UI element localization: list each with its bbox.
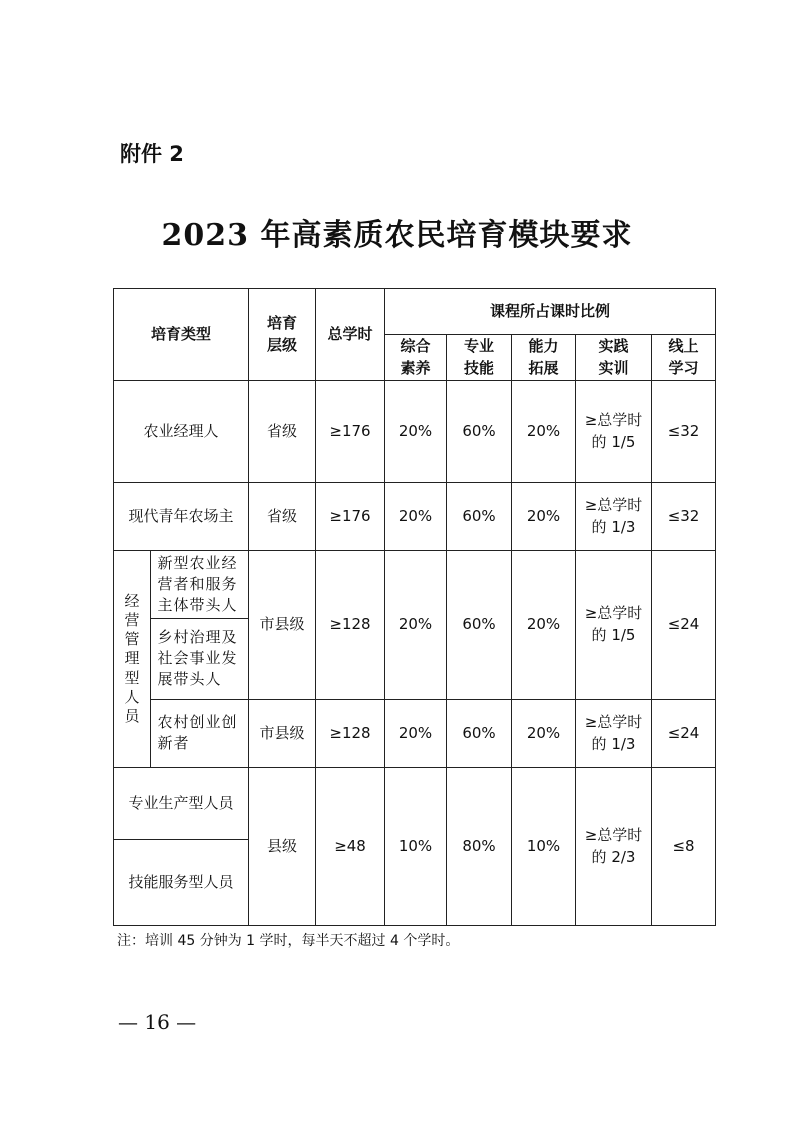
cell-skill: 60% [447, 381, 512, 483]
cell-comprehensive: 20% [385, 483, 447, 551]
cell-comprehensive: 20% [385, 551, 447, 700]
table-row [114, 551, 716, 619]
table-row [114, 700, 716, 768]
header-ratio-group: 课程所占课时比例 [385, 289, 716, 335]
header-ability: 能力拓展 [512, 335, 576, 381]
cell-online: ≤32 [652, 483, 716, 551]
cell-practice: ≥总学时的 2/3 [576, 768, 652, 926]
cell-type: 农村创业创新者 [151, 700, 249, 768]
header-level: 培育层级 [249, 289, 316, 381]
cell-online: ≤32 [652, 381, 716, 483]
cell-skill: 80% [447, 768, 512, 926]
cell-practice: ≥总学时的 1/3 [576, 483, 652, 551]
cell-level: 省级 [249, 483, 316, 551]
cell-ability: 20% [512, 700, 576, 768]
header-type: 培育类型 [114, 289, 249, 381]
cell-practice: ≥总学时的 1/5 [576, 381, 652, 483]
cell-level: 市县级 [249, 551, 316, 700]
cell-ability: 20% [512, 483, 576, 551]
header-online: 线上学习 [652, 335, 716, 381]
header-skill: 专业技能 [447, 335, 512, 381]
cell-total: ≥176 [316, 381, 385, 483]
header-practice: 实践实训 [576, 335, 652, 381]
cell-skill: 60% [447, 483, 512, 551]
cell-comprehensive: 10% [385, 768, 447, 926]
cell-online: ≤8 [652, 768, 716, 926]
cell-online: ≤24 [652, 700, 716, 768]
cell-skill: 60% [447, 700, 512, 768]
page-number: — 16 — [118, 1010, 197, 1034]
document-title: 2023 年高素质农民培育模块要求 [161, 218, 633, 253]
cell-skill: 60% [447, 551, 512, 700]
cell-ability: 20% [512, 551, 576, 700]
cell-type: 技能服务型人员 [114, 840, 249, 926]
training-module-table [113, 288, 716, 926]
cell-practice: ≥总学时的 1/3 [576, 700, 652, 768]
cell-total: ≥128 [316, 700, 385, 768]
cell-practice: ≥总学时的 1/5 [576, 551, 652, 700]
cell-comprehensive: 20% [385, 381, 447, 483]
table-note: 注：培训 45 分钟为 1 学时，每半天不超过 4 个学时。 [117, 933, 460, 949]
table-row [114, 483, 716, 551]
cell-type: 现代青年农场主 [114, 483, 249, 551]
cell-type: 专业生产型人员 [114, 768, 249, 840]
cell-level: 省级 [249, 381, 316, 483]
cell-group-management: 经营管理型人员 [114, 551, 151, 768]
cell-total: ≥48 [316, 768, 385, 926]
cell-level: 市县级 [249, 700, 316, 768]
attachment-label: 附件 2 [120, 142, 184, 166]
cell-level: 县级 [249, 768, 316, 926]
header-total-hours: 总学时 [316, 289, 385, 381]
cell-ability: 10% [512, 768, 576, 926]
cell-total: ≥176 [316, 483, 385, 551]
table-row [114, 381, 716, 483]
cell-type: 乡村治理及社会事业发展带头人 [151, 619, 249, 700]
table-row [114, 768, 716, 840]
cell-online: ≤24 [652, 551, 716, 700]
header-comprehensive: 综合素养 [385, 335, 447, 381]
cell-ability: 20% [512, 381, 576, 483]
cell-type: 新型农业经营者和服务主体带头人 [151, 551, 249, 619]
cell-total: ≥128 [316, 551, 385, 700]
cell-type: 农业经理人 [114, 381, 249, 483]
cell-comprehensive: 20% [385, 700, 447, 768]
